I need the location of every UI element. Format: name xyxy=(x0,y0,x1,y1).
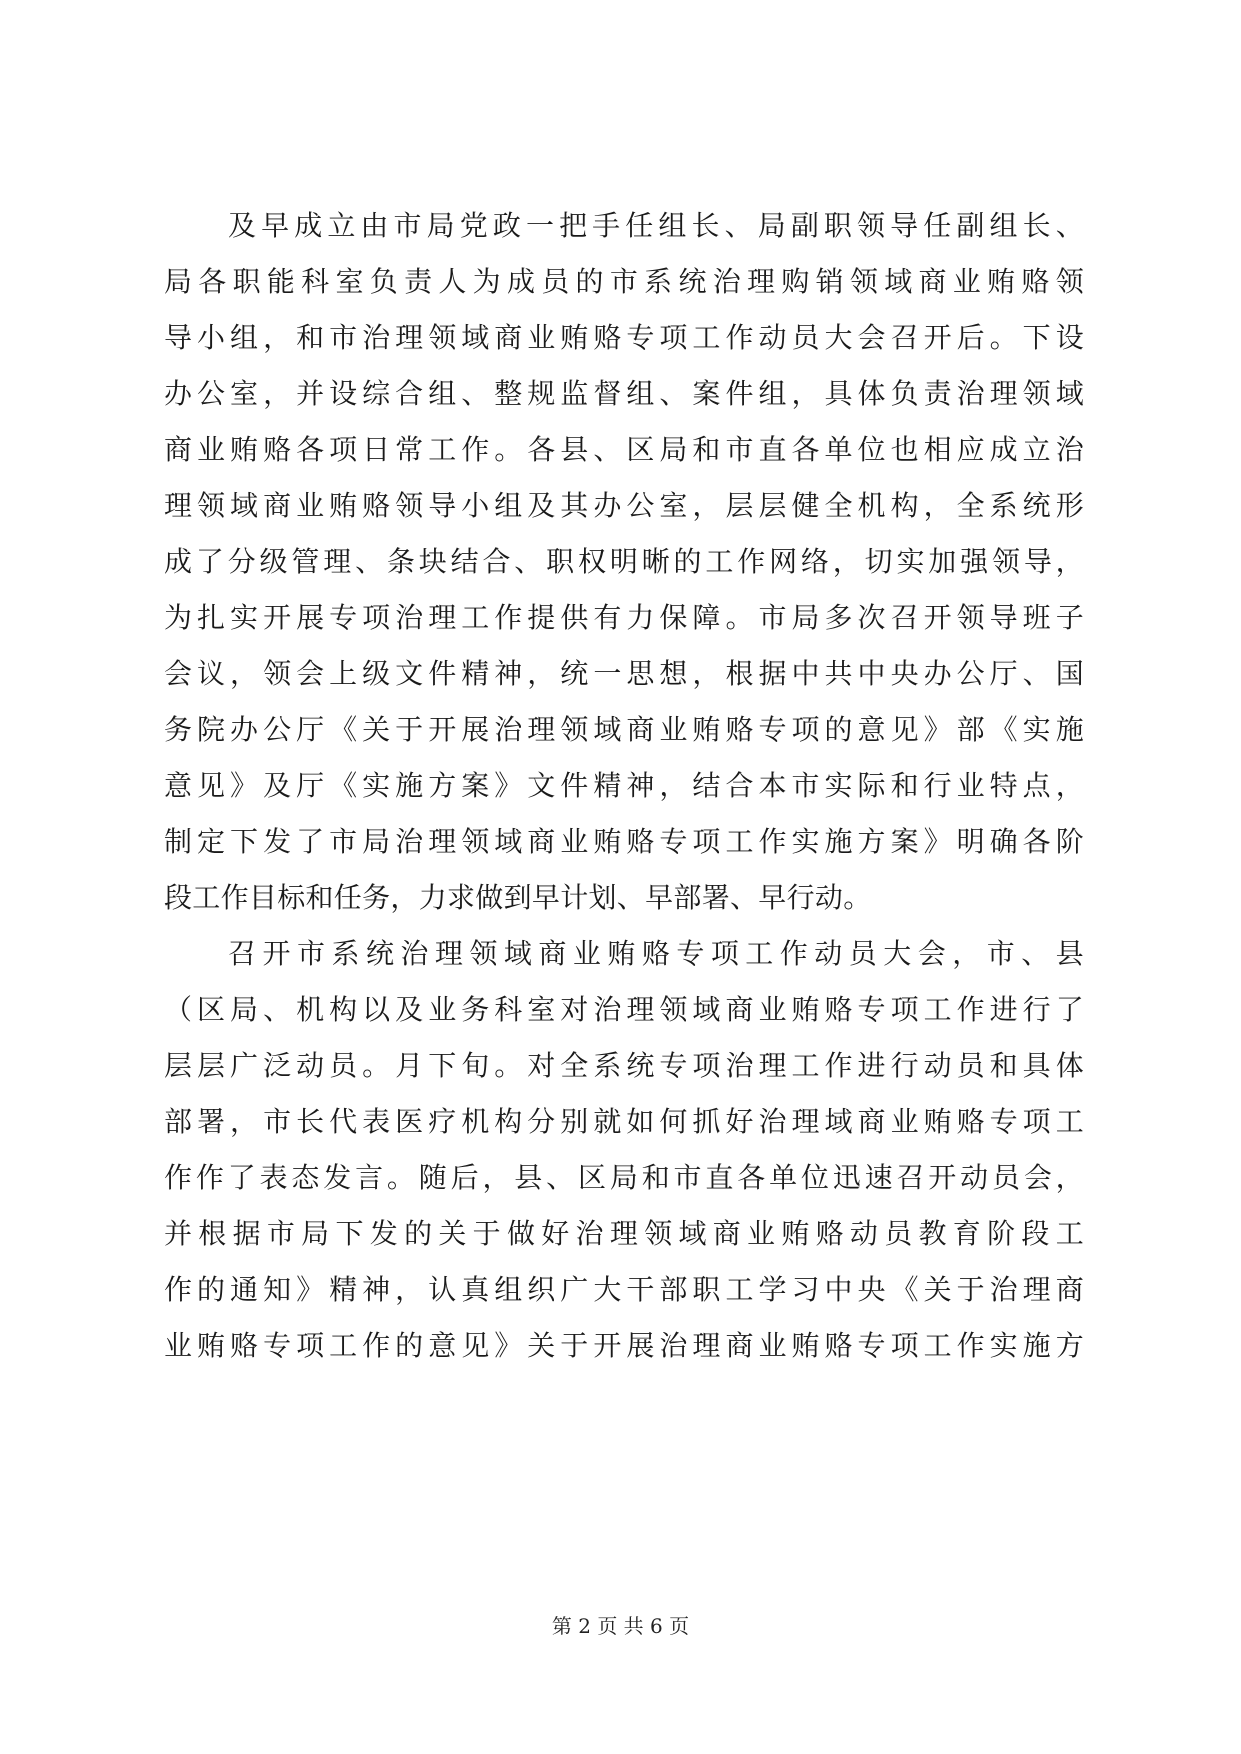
text-line: 商业贿赂各项日常工作。各县、区局和市直各单位也相应成立治 xyxy=(164,433,1084,466)
paragraph-1 xyxy=(164,198,1084,926)
text-line: 召开市系统治理领域商业贿赂专项工作动员大会，市、县 xyxy=(228,937,1084,970)
paragraph-2 xyxy=(164,926,1084,1374)
page-number-footer: 第 2 页 共 6 页 xyxy=(551,1614,690,1638)
text-line: 会议，领会上级文件精神，统一思想，根据中共中央办公厅、国 xyxy=(164,657,1084,690)
text-line: 务院办公厅《关于开展治理领域商业贿赂专项的意见》部《实施 xyxy=(164,713,1084,746)
text-line: 意见》及厅《实施方案》文件精神，结合本市实际和行业特点， xyxy=(164,769,1084,802)
text-line: 导小组，和市治理领域商业贿赂专项工作动员大会召开后。下设 xyxy=(164,321,1084,354)
text-line: 作作了表态发言。随后，县、区局和市直各单位迅速召开动员会， xyxy=(164,1161,1084,1194)
text-line: 办公室，并设综合组、整规监督组、案件组，具体负责治理领域 xyxy=(164,377,1084,410)
text-line: 作的通知》精神，认真组织广大干部职工学习中央《关于治理商 xyxy=(164,1273,1084,1306)
text-line: 及早成立由市局党政一把手任组长、局副职领导任副组长、 xyxy=(228,209,1084,242)
text-line: （区局、机构以及业务科室对治理领域商业贿赂专项工作进行了 xyxy=(164,993,1084,1026)
text-line: 层层广泛动员。月下旬。对全系统专项治理工作进行动员和具体 xyxy=(164,1049,1084,1082)
text-line: 为扎实开展专项治理工作提供有力保障。市局多次召开领导班子 xyxy=(164,601,1084,634)
text-line: 制定下发了市局治理领域商业贿赂专项工作实施方案》明确各阶 xyxy=(164,825,1084,858)
document-body xyxy=(164,198,1084,1374)
text-line: 部署，市长代表医疗机构分别就如何抓好治理域商业贿赂专项工 xyxy=(164,1105,1084,1138)
text-line: 并根据市局下发的关于做好治理领域商业贿赂动员教育阶段工 xyxy=(164,1217,1084,1250)
text-line: 业贿赂专项工作的意见》关于开展治理商业贿赂专项工作实施方 xyxy=(164,1329,1084,1362)
text-line: 成了分级管理、条块结合、职权明晰的工作网络，切实加强领导， xyxy=(164,545,1084,578)
text-line: 段工作目标和任务，力求做到早计划、早部署、早行动。 xyxy=(164,881,872,914)
text-line: 局各职能科室负责人为成员的市系统治理购销领域商业贿赂领 xyxy=(164,265,1084,298)
text-line: 理领域商业贿赂领导小组及其办公室，层层健全机构，全系统形 xyxy=(164,489,1084,522)
